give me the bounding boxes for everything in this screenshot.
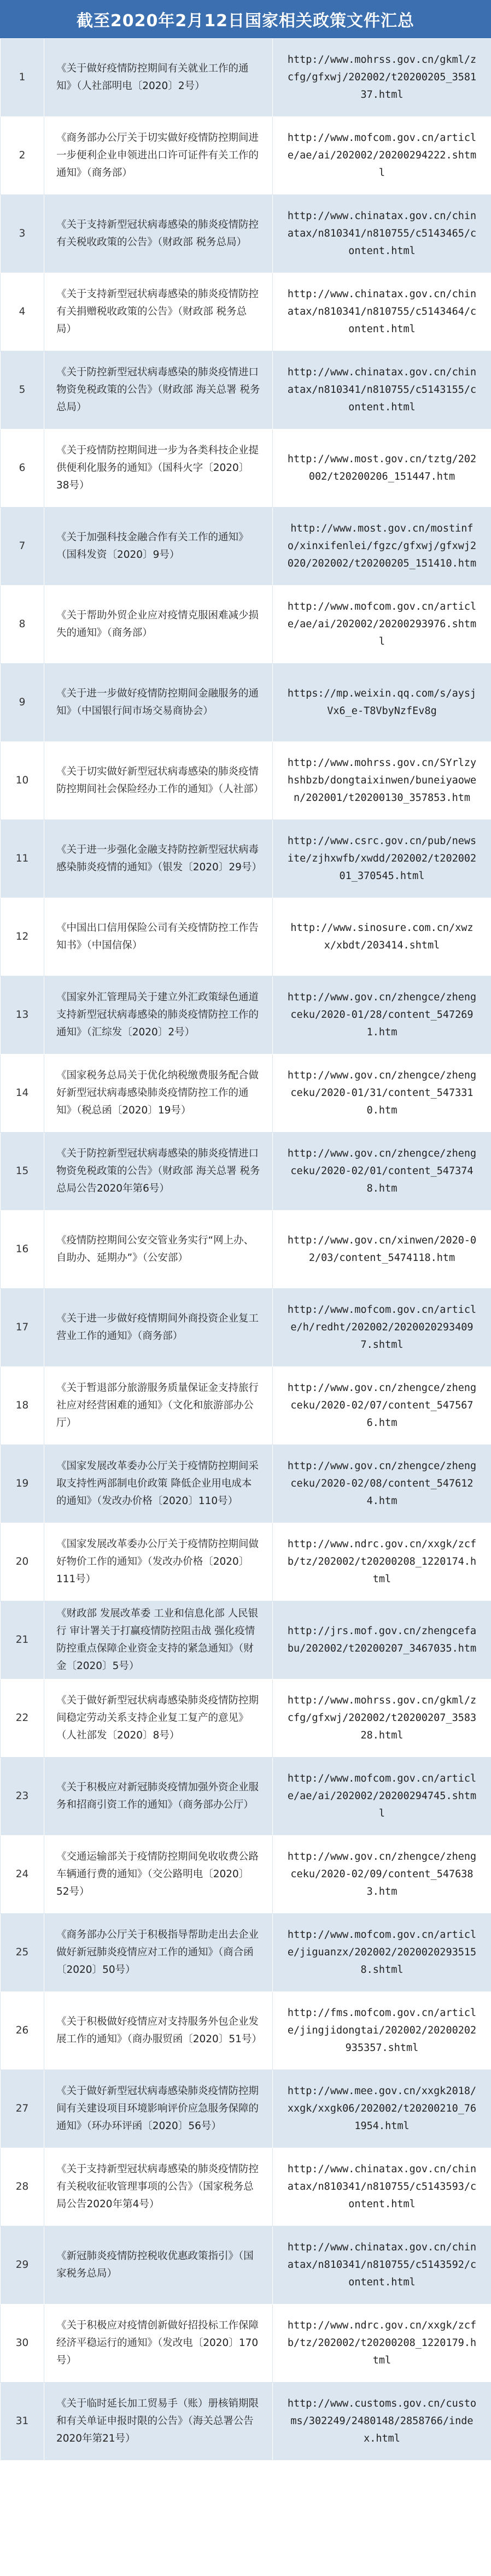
policy-url[interactable]: http://www.gov.cn/zhengce/zhengceku/2020-01/31/content_5473310.htm bbox=[273, 1054, 491, 1133]
row-number: 13 bbox=[1, 976, 44, 1054]
table-row bbox=[1, 1445, 491, 1523]
policy-title: 《关于支持新型冠状病毒感染的肺炎疫情防控有关税收征收管理事项的公告》（国家税务总局公告2020年第4号） bbox=[44, 2148, 273, 2226]
table-row bbox=[1, 1289, 491, 1367]
table-row bbox=[1, 273, 491, 351]
table-row bbox=[1, 1133, 491, 1211]
table-row bbox=[1, 39, 491, 117]
policy-url[interactable]: http://www.csrc.gov.cn/pub/newsite/zjhxwfb/xwdd/202002/t20200201_370545.html bbox=[273, 820, 491, 898]
policy-url[interactable]: https://mp.weixin.qq.com/s/aysjVx6_e-T8VbyNzfEv8g bbox=[273, 664, 491, 742]
table-row bbox=[1, 1054, 491, 1133]
policy-title: 《关于临时延长加工贸易手（账）册核销期限和有关单证申报时限的公告》（海关总署公告2020年第21号） bbox=[44, 2383, 273, 2461]
document-title: 截至2020年2月12日国家相关政策文件汇总 bbox=[0, 0, 491, 38]
policy-title: 《国家发展改革委办公厅关于疫情防控期间做好物价工作的通知》（发改办价格〔2020〕111号） bbox=[44, 1523, 273, 1601]
table-row bbox=[1, 195, 491, 273]
policy-title: 《关于做好新型冠状病毒感染肺炎疫情防控期间稳定劳动关系支持企业复工复产的意见》（人社部发〔2020〕8号） bbox=[44, 1679, 273, 1758]
row-number: 25 bbox=[1, 1914, 44, 1992]
policy-title: 《关于疫情防控期间进一步为各类科技企业提供便利化服务的通知》（国科火字〔2020〕38号） bbox=[44, 429, 273, 508]
policy-url[interactable]: http://www.chinatax.gov.cn/chinatax/n810341/n810755/c5143464/content.html bbox=[273, 273, 491, 351]
policy-url[interactable]: http://www.gov.cn/zhengce/zhengceku/2020-02/01/content_5473748.htm bbox=[273, 1133, 491, 1211]
table-row bbox=[1, 1836, 491, 1914]
table-row bbox=[1, 429, 491, 508]
table-row bbox=[1, 664, 491, 742]
row-number: 30 bbox=[1, 2304, 44, 2383]
row-number: 26 bbox=[1, 1992, 44, 2070]
table-row bbox=[1, 586, 491, 664]
policy-url[interactable]: http://www.gov.cn/zhengce/zhengceku/2020-02/09/content_5476383.htm bbox=[273, 1836, 491, 1914]
policy-title: 《关于进一步做好疫情防控期间金融服务的通知》（中国银行间市场交易商协会） bbox=[44, 664, 273, 742]
row-number: 11 bbox=[1, 820, 44, 898]
row-number: 19 bbox=[1, 1445, 44, 1523]
row-number: 27 bbox=[1, 2070, 44, 2148]
policy-url[interactable]: http://www.chinatax.gov.cn/chinatax/n810341/n810755/c5143593/content.html bbox=[273, 2148, 491, 2226]
row-number: 20 bbox=[1, 1523, 44, 1601]
table-row bbox=[1, 2148, 491, 2226]
row-number: 29 bbox=[1, 2226, 44, 2304]
policy-title: 《商务部办公厅关于积极指导帮助走出去企业做好新冠肺炎疫情应对工作的通知》（商合函〔2020〕50号） bbox=[44, 1914, 273, 1992]
table-row bbox=[1, 2226, 491, 2304]
policy-title: 《关于进一步强化金融支持防控新型冠状病毒感染肺炎疫情的通知》（银发〔2020〕29号） bbox=[44, 820, 273, 898]
row-number: 22 bbox=[1, 1679, 44, 1758]
policy-title: 《关于积极应对疫情创新做好招投标工作保障经济平稳运行的通知》（发改电〔2020〕170号） bbox=[44, 2304, 273, 2383]
table-row bbox=[1, 1679, 491, 1758]
policy-url[interactable]: http://www.gov.cn/zhengce/zhengceku/2020-01/28/content_5472691.htm bbox=[273, 976, 491, 1054]
row-number: 12 bbox=[1, 898, 44, 976]
policy-title: 《新冠肺炎疫情防控税收优惠政策指引》（国家税务总局） bbox=[44, 2226, 273, 2304]
policy-title: 《疫情防控期间公安交管业务实行“网上办、自助办、延期办”》（公安部） bbox=[44, 1211, 273, 1289]
table-row bbox=[1, 1992, 491, 2070]
policy-table-body bbox=[1, 39, 491, 2461]
table-row bbox=[1, 1367, 491, 1445]
policy-url[interactable]: http://www.most.gov.cn/mostinfo/xinxifenlei/fgzc/gfxwj/gfxwj2020/202002/t20200205_151410.htm bbox=[273, 508, 491, 586]
policy-title: 《关于支持新型冠状病毒感染的肺炎疫情防控有关税收政策的公告》（财政部 税务总局） bbox=[44, 195, 273, 273]
table-row bbox=[1, 117, 491, 195]
table-row bbox=[1, 1914, 491, 1992]
policy-title: 《关于支持新型冠状病毒感染的肺炎疫情防控有关捐赠税收政策的公告》（财政部 税务总局） bbox=[44, 273, 273, 351]
policy-url[interactable]: http://www.customs.gov.cn/customs/302249/2480148/2858766/index.html bbox=[273, 2383, 491, 2461]
table-row bbox=[1, 2383, 491, 2461]
policy-url[interactable]: http://www.ndrc.gov.cn/xxgk/zcfb/tz/202002/t20200208_1220179.html bbox=[273, 2304, 491, 2383]
row-number: 7 bbox=[1, 508, 44, 586]
policy-title: 《关于积极做好疫情应对支持服务外包企业发展工作的通知》（商办服贸函〔2020〕51号） bbox=[44, 1992, 273, 2070]
policy-url[interactable]: http://www.gov.cn/xinwen/2020-02/03/content_5474118.htm bbox=[273, 1211, 491, 1289]
policy-url[interactable]: http://www.mofcom.gov.cn/article/ae/ai/202002/20200294745.shtml bbox=[273, 1758, 491, 1836]
row-number: 3 bbox=[1, 195, 44, 273]
policy-url[interactable]: http://www.gov.cn/zhengce/zhengceku/2020-02/07/content_5475676.htm bbox=[273, 1367, 491, 1445]
row-number: 16 bbox=[1, 1211, 44, 1289]
row-number: 14 bbox=[1, 1054, 44, 1133]
policy-title: 《关于进一步做好疫情期间外商投资企业复工营业工作的通知》（商务部） bbox=[44, 1289, 273, 1367]
policy-title: 《中国出口信用保险公司有关疫情防控工作告知书》（中国信保） bbox=[44, 898, 273, 976]
policy-url[interactable]: http://www.ndrc.gov.cn/xxgk/zcfb/tz/202002/t20200208_1220174.html bbox=[273, 1523, 491, 1601]
policy-title: 《国家发展改革委办公厅关于疫情防控期间采取支持性两部制电价政策 降低企业用电成本的通知》（发改办价格〔2020〕110号） bbox=[44, 1445, 273, 1523]
policy-title: 《关于加强科技金融合作有关工作的通知》（国科发资〔2020〕9号） bbox=[44, 508, 273, 586]
policy-title: 《关于帮助外贸企业应对疫情克服困难减少损失的通知》（商务部） bbox=[44, 586, 273, 664]
policy-url[interactable]: http://www.most.gov.cn/tztg/202002/t20200206_151447.htm bbox=[273, 429, 491, 508]
policy-title: 《关于切实做好新型冠状病毒感染的肺炎疫情防控期间社会保险经办工作的通知》（人社部） bbox=[44, 742, 273, 820]
policy-url[interactable]: http://www.mohrss.gov.cn/gkml/zcfg/gfxwj/202002/t20200207_358328.html bbox=[273, 1679, 491, 1758]
policy-title: 《商务部办公厅关于切实做好疫情防控期间进一步便利企业申领进出口许可证件有关工作的通知》（商务部） bbox=[44, 117, 273, 195]
table-row bbox=[1, 2070, 491, 2148]
row-number: 28 bbox=[1, 2148, 44, 2226]
table-row bbox=[1, 742, 491, 820]
row-number: 23 bbox=[1, 1758, 44, 1836]
policy-url[interactable]: http://www.sinosure.com.cn/xwzx/xbdt/203414.shtml bbox=[273, 898, 491, 976]
policy-title: 《关于防控新型冠状病毒感染的肺炎疫情进口物资免税政策的公告》（财政部 海关总署 税务总局） bbox=[44, 351, 273, 429]
row-number: 24 bbox=[1, 1836, 44, 1914]
row-number: 2 bbox=[1, 117, 44, 195]
policy-url[interactable]: http://www.mohrss.gov.cn/SYrlzyhshbzb/dongtaixinwen/buneiyaowen/202001/t20200130_357853.htm bbox=[273, 742, 491, 820]
row-number: 10 bbox=[1, 742, 44, 820]
policy-table bbox=[0, 38, 491, 2461]
table-row bbox=[1, 1211, 491, 1289]
policy-url[interactable]: http://www.mohrss.gov.cn/gkml/zcfg/gfxwj/202002/t20200205_358137.html bbox=[273, 39, 491, 117]
policy-url[interactable]: http://fms.mofcom.gov.cn/article/jingjidongtai/202002/20200202935357.shtml bbox=[273, 1992, 491, 2070]
policy-title: 《交通运输部关于疫情防控期间免收收费公路车辆通行费的通知》（交公路明电〔2020〕52号） bbox=[44, 1836, 273, 1914]
policy-url[interactable]: http://www.mofcom.gov.cn/article/jiguanzx/202002/20200202935158.shtml bbox=[273, 1914, 491, 1992]
row-number: 5 bbox=[1, 351, 44, 429]
policy-url[interactable]: http://www.mee.gov.cn/xxgk2018/xxgk/xxgk06/202002/t20200210_761954.html bbox=[273, 2070, 491, 2148]
policy-url[interactable]: http://www.chinatax.gov.cn/chinatax/n810341/n810755/c5143155/content.html bbox=[273, 351, 491, 429]
table-row bbox=[1, 976, 491, 1054]
policy-title: 《关于积极应对新冠肺炎疫情加强外资企业服务和招商引资工作的通知》（商务部办公厅） bbox=[44, 1758, 273, 1836]
table-row bbox=[1, 1601, 491, 1679]
row-number: 18 bbox=[1, 1367, 44, 1445]
row-number: 17 bbox=[1, 1289, 44, 1367]
table-row bbox=[1, 898, 491, 976]
row-number: 1 bbox=[1, 39, 44, 117]
row-number: 31 bbox=[1, 2383, 44, 2461]
row-number: 8 bbox=[1, 586, 44, 664]
policy-url[interactable]: http://www.mofcom.gov.cn/article/ae/ai/202002/20200294222.shtml bbox=[273, 117, 491, 195]
row-number: 21 bbox=[1, 1601, 44, 1679]
table-row bbox=[1, 1523, 491, 1601]
policy-title: 《关于做好新型冠状病毒感染肺炎疫情防控期间有关建设项目环境影响评价应急服务保障的通知》（环办环评函〔2020〕56号） bbox=[44, 2070, 273, 2148]
policy-url[interactable]: http://www.mofcom.gov.cn/article/ae/ai/202002/20200293976.shtml bbox=[273, 586, 491, 664]
policy-url[interactable]: http://www.chinatax.gov.cn/chinatax/n810341/n810755/c5143592/content.html bbox=[273, 2226, 491, 2304]
policy-title: 《关于暂退部分旅游服务质量保证金支持旅行社应对经营困难的通知》（文化和旅游部办公厅） bbox=[44, 1367, 273, 1445]
row-number: 15 bbox=[1, 1133, 44, 1211]
row-number: 6 bbox=[1, 429, 44, 508]
policy-title: 《关于做好疫情防控期间有关就业工作的通知》（人社部明电〔2020〕2号） bbox=[44, 39, 273, 117]
policy-title: 《财政部 发展改革委 工业和信息化部 人民银行 审计署关于打赢疫情防控阻击战 强化疫情防控重点保障企业资金支持的紧急通知》（财金〔2020〕5号） bbox=[44, 1601, 273, 1679]
table-row bbox=[1, 1758, 491, 1836]
policy-url[interactable]: http://jrs.mof.gov.cn/zhengcefabu/202002/t20200207_3467035.htm bbox=[273, 1601, 491, 1679]
policy-url[interactable]: http://www.mofcom.gov.cn/article/h/redht/202002/20200202934097.shtml bbox=[273, 1289, 491, 1367]
policy-url[interactable]: http://www.gov.cn/zhengce/zhengceku/2020-02/08/content_5476124.htm bbox=[273, 1445, 491, 1523]
row-number: 4 bbox=[1, 273, 44, 351]
policy-title: 《国家外汇管理局关于建立外汇政策绿色通道支持新型冠状病毒感染的肺炎疫情防控工作的通知》（汇综发〔2020〕2号） bbox=[44, 976, 273, 1054]
policy-title: 《国家税务总局关于优化纳税缴费服务配合做好新型冠状病毒感染肺炎疫情防控工作的通知》（税总函〔2020〕19号） bbox=[44, 1054, 273, 1133]
policy-title: 《关于防控新型冠状病毒感染的肺炎疫情进口物资免税政策的公告》（财政部 海关总署 税务总局公告2020年第6号） bbox=[44, 1133, 273, 1211]
table-row bbox=[1, 351, 491, 429]
row-number: 9 bbox=[1, 664, 44, 742]
table-row bbox=[1, 2304, 491, 2383]
policy-url[interactable]: http://www.chinatax.gov.cn/chinatax/n810341/n810755/c5143465/content.html bbox=[273, 195, 491, 273]
table-row bbox=[1, 508, 491, 586]
table-row bbox=[1, 820, 491, 898]
